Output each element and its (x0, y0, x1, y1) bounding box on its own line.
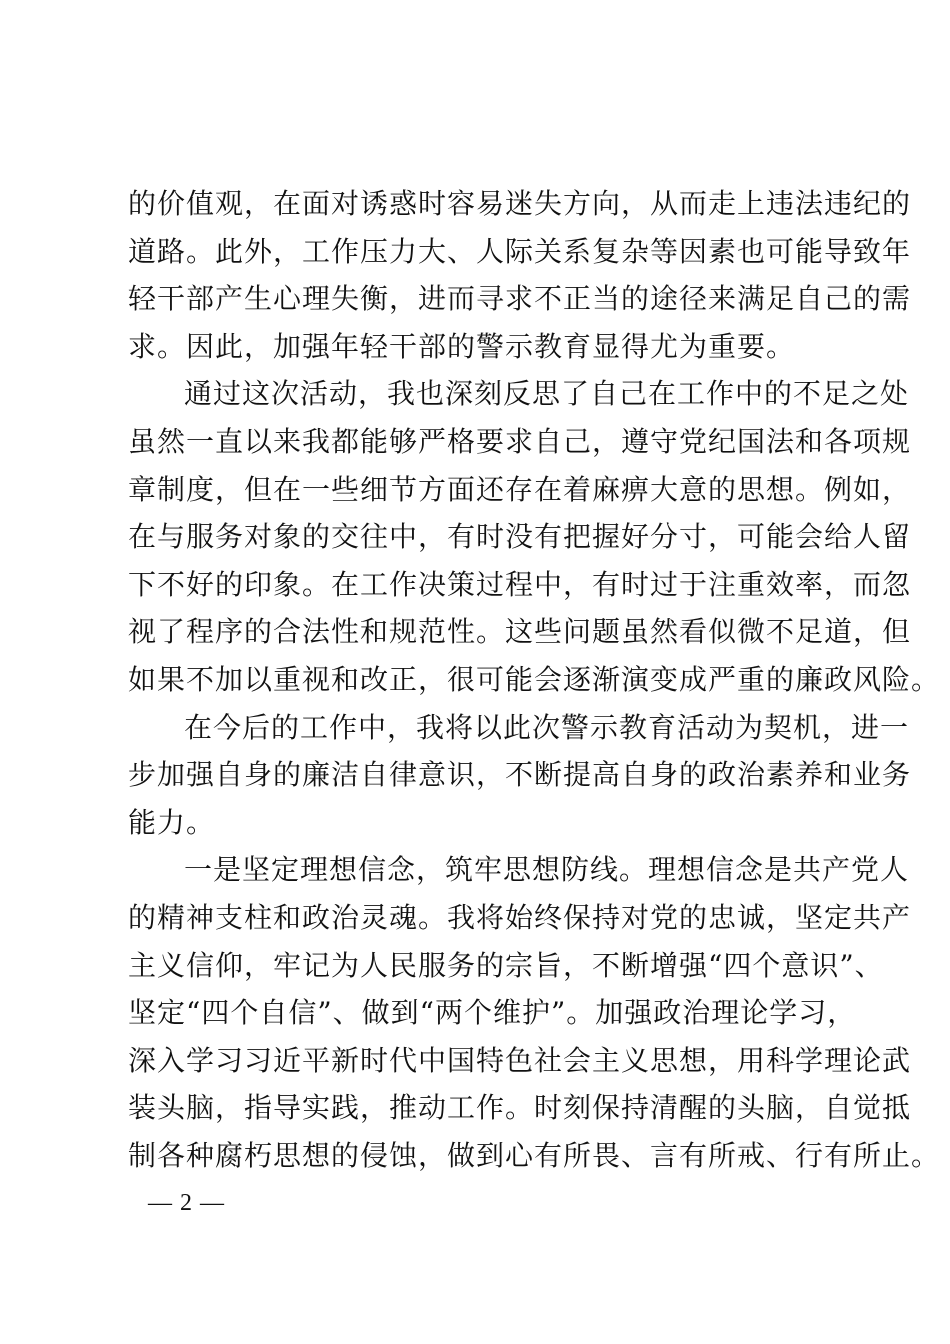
text-line: 主义信仰，牢记为人民服务的宗旨，不断增强“四个意识”、 (128, 948, 884, 982)
text-line: 装头脑，指导实践，推动工作。时刻保持清醒的头脑，自觉抵 (128, 1091, 912, 1125)
text-line: 的精神支柱和政治灵魂。我将始终保持对党的忠诚，坚定共产 (128, 900, 912, 934)
page-number: — 2 — (148, 1190, 225, 1216)
text-line: 虽然一直以来我都能够严格要求自己，遵守党纪国法和各项规 (128, 424, 912, 458)
text-line: 章制度，但在一些细节方面还存在着麻痹大意的思想。例如， (128, 472, 912, 506)
text-line: 步加强自身的廉洁自律意识，不断提高自身的政治素养和业务 (128, 758, 912, 792)
text-line: 深入学习习近平新时代中国特色社会主义思想，用科学理论武 (128, 1043, 912, 1077)
text-line: 的价值观，在面对诱惑时容易迷失方向，从而走上违法违纪的 (128, 187, 912, 220)
text-line: 在今后的工作中，我将以此次警示教育活动为契机，进一 (184, 710, 910, 744)
text-line: 轻干部产生心理失衡，进而寻求不正当的途径来满足自己的需 (128, 282, 912, 316)
body-text (128, 180, 941, 1179)
text-line: 能力。 (128, 805, 216, 839)
text-line: 坚定“四个自信”、做到“两个维护”。加强政治理论学习， (128, 996, 857, 1030)
text-line: 一是坚定理想信念，筑牢思想防线。理想信念是共产党人 (184, 853, 910, 887)
text-line: 如果不加以重视和改正，很可能会逐渐演变成严重的廉政风险。 (128, 662, 941, 696)
text-line: 视了程序的合法性和规范性。这些问题虽然看似微不足道，但 (128, 615, 912, 649)
text-line: 在与服务对象的交往中，有时没有把握好分寸，可能会给人留 (128, 520, 912, 554)
text-line: 求。因此，加强年轻干部的警示教育显得尤为重要。 (128, 329, 796, 363)
text-line: 通过这次活动，我也深刻反思了自己在工作中的不足之处 (184, 377, 910, 411)
text-line: 下不好的印象。在工作决策过程中，有时过于注重效率，而忽 (128, 567, 912, 601)
text-line: 制各种腐朽思想的侵蚀，做到心有所畏、言有所戒、行有所止。 (128, 1138, 941, 1172)
text-line: 道路。此外，工作压力大、人际关系复杂等因素也可能导致年 (128, 234, 912, 268)
